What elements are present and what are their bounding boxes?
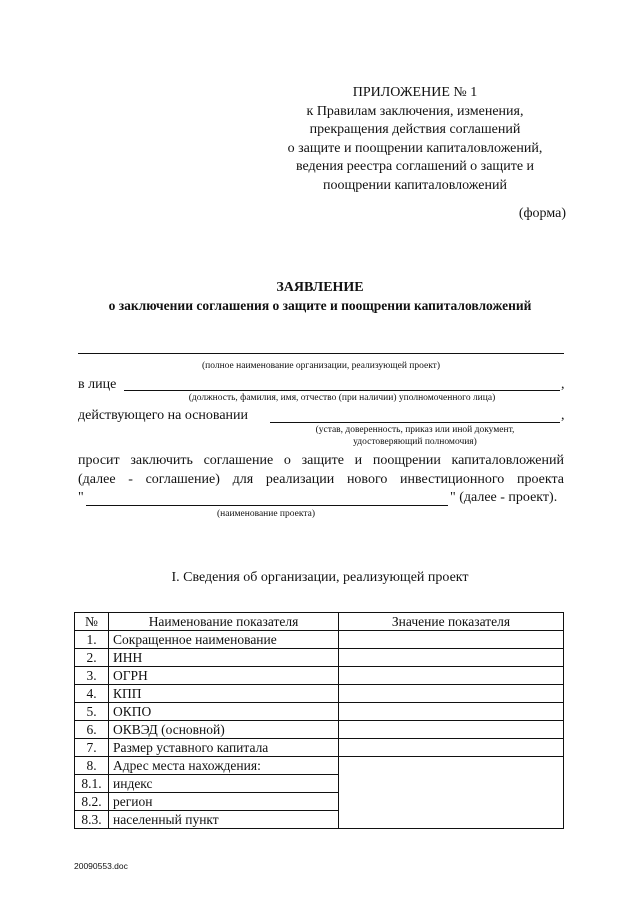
column-header-value: Значение показателя — [339, 613, 564, 631]
appendix-line: ПРИЛОЖЕНИЕ № 1 — [352, 85, 478, 100]
row-number: 4. — [75, 685, 109, 703]
appendix-line: о защите и поощрении капиталовложений, — [287, 140, 543, 156]
project-name-field[interactable] — [86, 505, 448, 506]
document-title: ЗАЯВЛЕНИЕ — [276, 280, 364, 295]
appendix-header — [260, 84, 570, 195]
row-indicator: населенный пункт — [109, 811, 339, 829]
table-row — [75, 703, 564, 721]
appendix-line: ведения реестра соглашений о защите и — [295, 159, 535, 174]
appendix-line: поощрении капиталовложений — [323, 177, 507, 193]
table-header-row — [75, 613, 564, 631]
row-number: 2. — [75, 649, 109, 667]
row-indicator: Размер уставного капитала — [109, 739, 339, 757]
row-value-cell[interactable] — [339, 739, 564, 757]
section-title: I. Сведения об организации, реализующей проект — [171, 570, 469, 585]
row-value-cell[interactable] — [339, 703, 564, 721]
organization-info-table — [74, 612, 564, 829]
table-row — [75, 631, 564, 649]
table-row — [75, 721, 564, 739]
table-row — [75, 649, 564, 667]
table-row — [75, 667, 564, 685]
form-label: (форма) — [518, 206, 566, 221]
row-number: 8.1. — [75, 775, 109, 793]
row-indicator: ИНН — [109, 649, 339, 667]
row-indicator: регион — [109, 793, 339, 811]
project-name-hint: (наименование проекта) — [216, 509, 315, 519]
row-number: 1. — [75, 631, 109, 649]
table-row — [75, 757, 564, 775]
row-number: 8.3. — [75, 811, 109, 829]
row-value-cell[interactable] — [339, 685, 564, 703]
row-number: 5. — [75, 703, 109, 721]
project-suffix: " (далее - проект). — [450, 490, 558, 505]
row-number: 3. — [75, 667, 109, 685]
document-subtitle: о заключении соглашения о защите и поощрении капиталовложений — [108, 298, 532, 313]
row-indicator: ОКПО — [109, 703, 339, 721]
basis-hint-line2: удостоверяющий полномочия) — [353, 437, 477, 447]
column-header-indicator: Наименование показателя — [109, 613, 339, 631]
person-field[interactable] — [124, 390, 560, 391]
row-number: 6. — [75, 721, 109, 739]
row-value-cell[interactable] — [339, 667, 564, 685]
basis-field[interactable] — [270, 422, 560, 423]
row-indicator: ОГРН — [109, 667, 339, 685]
row-indicator: Сокращенное наименование — [109, 631, 339, 649]
org-name-field[interactable] — [78, 353, 564, 354]
appendix-line: к Правилам заключения, изменения, — [306, 103, 524, 119]
row-indicator: Адрес места нахождения: — [109, 757, 339, 775]
row-indicator: КПП — [109, 685, 339, 703]
row-indicator: индекс — [109, 775, 339, 793]
row-number: 7. — [75, 739, 109, 757]
table-row — [75, 739, 564, 757]
basis-label: действующего на основании — [78, 408, 249, 423]
row-value-cell[interactable] — [339, 631, 564, 649]
table-row — [75, 685, 564, 703]
person-label: в лице — [78, 377, 117, 392]
column-header-number: № — [75, 613, 109, 631]
address-value-cell[interactable] — [339, 757, 564, 829]
footer-filename: 20090553.doc — [74, 861, 128, 871]
person-comma: , — [561, 377, 565, 392]
org-name-hint: (полное наименование организации, реализующей проект) — [201, 361, 440, 371]
request-text-line2: (далее - соглашение) для реализации нового инвестиционного проекта — [78, 472, 564, 487]
quote-open: " — [78, 490, 84, 505]
row-value-cell[interactable] — [339, 721, 564, 739]
row-number: 8. — [75, 757, 109, 775]
row-value-cell[interactable] — [339, 649, 564, 667]
row-number: 8.2. — [75, 793, 109, 811]
row-indicator: ОКВЭД (основной) — [109, 721, 339, 739]
basis-hint-line1: (устав, доверенность, приказ или иной документ, — [315, 425, 515, 435]
appendix-line: прекращения действия соглашений — [309, 122, 521, 137]
request-text-line1: просит заключить соглашение о защите и поощрении капиталовложений — [78, 453, 564, 468]
person-hint: (должность, фамилия, имя, отчество (при наличии) уполномоченного лица) — [188, 393, 496, 403]
basis-comma: , — [561, 408, 565, 423]
